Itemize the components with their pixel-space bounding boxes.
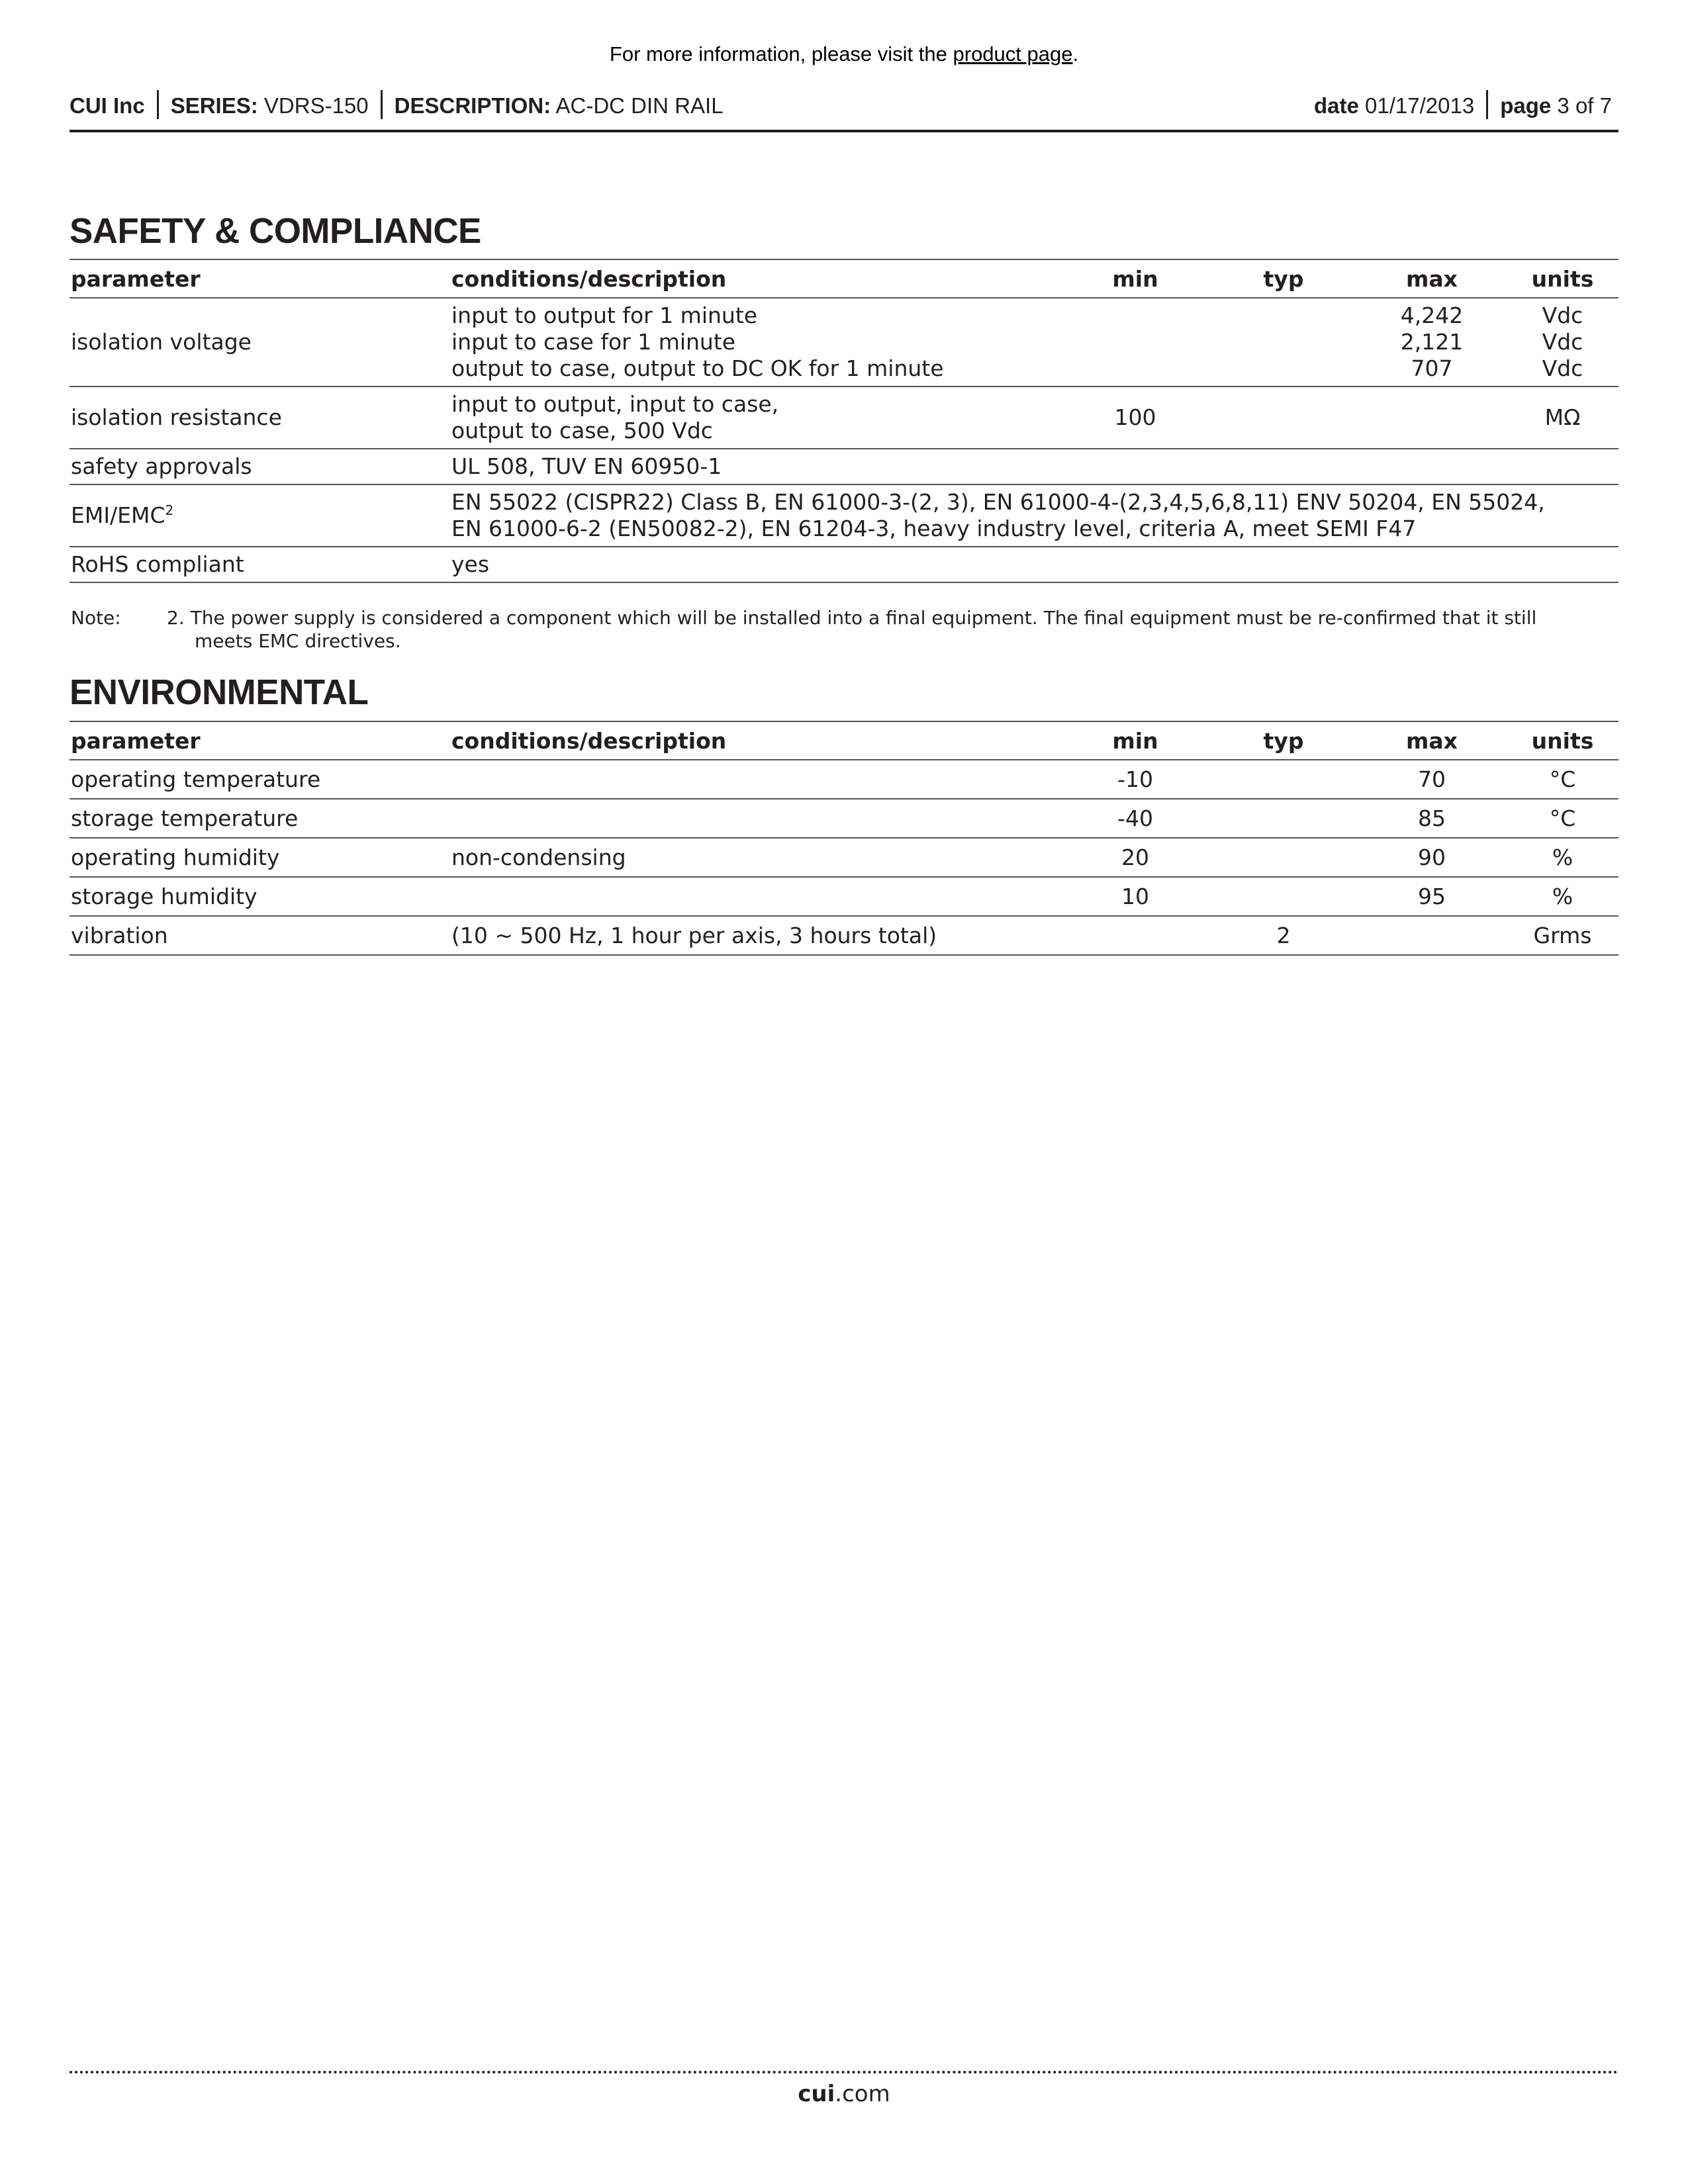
unit-value: °C (1505, 799, 1618, 838)
condition-line: EN 55022 (CISPR22) Class B, EN 61000-3-(2, 3), EN 61000-4-(2,3,4,5,6,8,11) ENV 50204, EN 55024, (451, 489, 1545, 515)
table-row (70, 799, 1618, 838)
conditions-cell (450, 760, 1060, 799)
environmental-section-title: ENVIRONMENTAL (70, 672, 369, 712)
page-header (70, 85, 1618, 132)
page-label: page (1500, 93, 1552, 118)
min-value: 10 (1060, 877, 1209, 916)
conditions-cell: UL 508, TUV EN 60950-1 (450, 449, 1618, 484)
param-cell: operating temperature (70, 760, 450, 799)
typ-value (1209, 760, 1357, 799)
conditions-cell (450, 298, 1060, 387)
condition-line: input to output, input to case, (451, 391, 779, 417)
col-header-typ: typ (1209, 259, 1357, 298)
unit-value: °C (1505, 760, 1618, 799)
min-value: 20 (1060, 838, 1209, 877)
min-value: 100 (1060, 387, 1209, 449)
page-value: 3 of 7 (1557, 93, 1612, 118)
note-text (167, 606, 1610, 653)
col-header-min: min (1060, 721, 1209, 760)
col-header-conditions: conditions/description (450, 259, 1060, 298)
conditions-cell (450, 484, 1618, 547)
typ-value: 2 (1209, 916, 1357, 955)
note-line: meets EMC directives. (195, 630, 401, 652)
unit-value: Vdc (1542, 302, 1583, 328)
note-line: 2. The power supply is considered a component which will be installed into a final equipment. The final equipment must be re-confirmed that it still (167, 607, 1537, 629)
table-row (70, 387, 1618, 449)
top-info-text: For more information, please visit the (609, 42, 953, 66)
unit-value: Vdc (1542, 329, 1583, 355)
col-header-units: units (1505, 259, 1618, 298)
typ-value (1209, 799, 1357, 838)
footer-domain-bold: cui (798, 2081, 835, 2107)
footer (70, 2081, 1618, 2107)
conditions-cell (450, 799, 1060, 838)
param-cell: operating humidity (70, 838, 450, 877)
company-name: CUI Inc (70, 93, 145, 118)
date-value: 01/17/2013 (1365, 93, 1475, 118)
unit-value: % (1505, 877, 1618, 916)
conditions-cell (450, 877, 1060, 916)
max-value: 90 (1357, 838, 1505, 877)
table-row (70, 298, 1618, 387)
param-isolation-resistance: isolation resistance (70, 387, 450, 449)
datasheet-page (70, 0, 1618, 2184)
conditions-cell: (10 ~ 500 Hz, 1 hour per axis, 3 hours total) (450, 916, 1060, 955)
footer-divider (70, 2071, 1618, 2073)
conditions-cell: yes (450, 547, 1618, 582)
unit-value: % (1505, 838, 1618, 877)
typ-value (1209, 838, 1357, 877)
table-row (70, 760, 1618, 799)
header-divider (157, 90, 159, 119)
param-cell: storage temperature (70, 799, 450, 838)
typ-value (1209, 877, 1357, 916)
safety-table (70, 259, 1618, 583)
col-header-typ: typ (1209, 721, 1357, 760)
series-value: VDRS-150 (263, 93, 369, 118)
min-cell (1060, 298, 1209, 387)
col-header-units: units (1505, 721, 1618, 760)
description-label: DESCRIPTION: (394, 93, 551, 118)
typ-cell (1209, 298, 1357, 387)
date-label: date (1314, 93, 1359, 118)
col-header-max: max (1357, 721, 1505, 760)
col-header-parameter: parameter (70, 259, 450, 298)
min-value: -40 (1060, 799, 1209, 838)
table-header-row (70, 259, 1618, 298)
environmental-table (70, 721, 1618, 956)
top-info-note (70, 42, 1618, 66)
product-page-link[interactable]: product page (953, 42, 1073, 66)
table-header-row (70, 721, 1618, 760)
min-value: -10 (1060, 760, 1209, 799)
max-value: 707 (1411, 355, 1453, 381)
unit-value: Grms (1505, 916, 1618, 955)
table-row (70, 547, 1618, 582)
param-isolation-voltage: isolation voltage (70, 298, 450, 387)
max-value (1357, 916, 1505, 955)
note-label: Note: (71, 607, 121, 629)
typ-cell (1209, 387, 1357, 449)
param-cell: storage humidity (70, 877, 450, 916)
conditions-cell: non-condensing (450, 838, 1060, 877)
col-header-max: max (1357, 259, 1505, 298)
units-cell (1505, 298, 1618, 387)
unit-value: MΩ (1505, 387, 1618, 449)
col-header-min: min (1060, 259, 1209, 298)
max-value: 85 (1357, 799, 1505, 838)
header-divider (381, 90, 383, 119)
param-rohs: RoHS compliant (70, 547, 450, 582)
table-row (70, 484, 1618, 547)
table-row (70, 916, 1618, 955)
param-emi-emc (70, 484, 450, 547)
footnote-ref: 2 (165, 502, 174, 518)
col-header-parameter: parameter (70, 721, 450, 760)
param-cell: vibration (70, 916, 450, 955)
description-value: AC-DC DIN RAIL (555, 93, 724, 118)
table-row (70, 449, 1618, 484)
param-safety-approvals: safety approvals (70, 449, 450, 484)
header-divider (1486, 90, 1488, 119)
max-value: 2,121 (1400, 329, 1464, 355)
emi-emc-label: EMI/EMC (71, 502, 165, 528)
max-cell (1357, 387, 1505, 449)
condition-line: input to output for 1 minute (451, 302, 758, 328)
max-cell (1357, 298, 1505, 387)
min-value (1060, 916, 1209, 955)
condition-line: input to case for 1 minute (451, 329, 736, 355)
conditions-cell (450, 387, 1060, 449)
top-info-end: . (1072, 42, 1079, 66)
table-row (70, 838, 1618, 877)
header-left (70, 90, 724, 119)
unit-value: Vdc (1542, 355, 1583, 381)
col-header-conditions: conditions/description (450, 721, 1060, 760)
safety-section-title: SAFETY & COMPLIANCE (70, 211, 481, 251)
condition-line: EN 61000-6-2 (EN50082-2), EN 61204-3, heavy industry level, criteria A, meet SEMI F47 (451, 516, 1417, 541)
max-value: 4,242 (1400, 302, 1464, 328)
header-right (1314, 90, 1612, 119)
series-label: SERIES: (170, 93, 258, 118)
condition-line: output to case, output to DC OK for 1 minute (451, 355, 944, 381)
max-value: 95 (1357, 877, 1505, 916)
max-value: 70 (1357, 760, 1505, 799)
condition-line: output to case, 500 Vdc (451, 418, 713, 443)
table-row (70, 877, 1618, 916)
footer-domain-rest: .com (835, 2081, 890, 2107)
